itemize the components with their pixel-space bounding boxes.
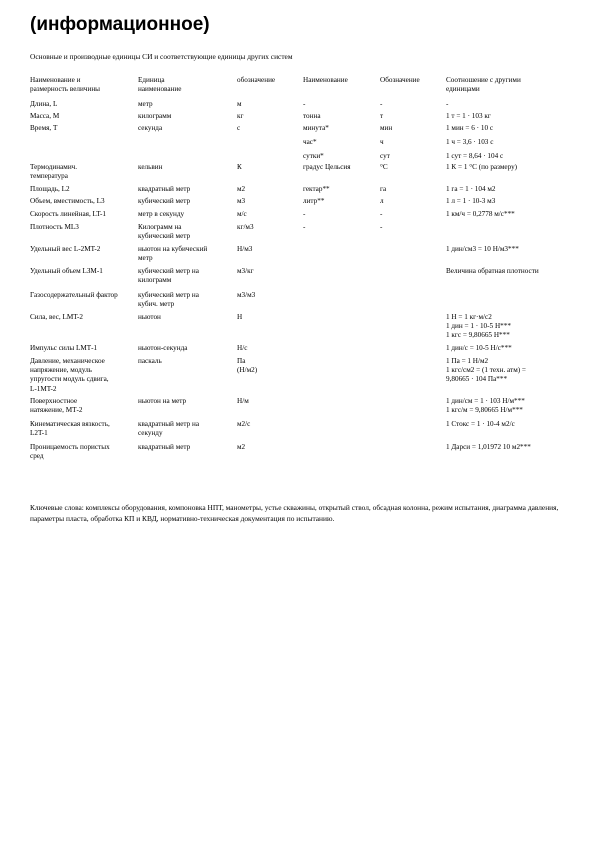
table-row-6-name: Площадь, L2 bbox=[30, 185, 70, 193]
table-row-1-other-unit-symbol: т bbox=[380, 112, 384, 120]
table-row-13-unit-symbol: Н bbox=[237, 313, 243, 321]
table-row-3-other-unit-name: час* bbox=[303, 138, 317, 146]
table-row-6-unit-symbol: м2 bbox=[237, 185, 246, 193]
table-row-0-relation: - bbox=[446, 100, 449, 108]
table-row-14-relation: 1 дин/с = 10-5 Н/с*** bbox=[446, 344, 512, 352]
table-row-9-unit-name: Килограмм на кубический метр bbox=[138, 223, 191, 241]
table-row-15-relation: 1 Па = 1 Н/м2 1 кгс/см2 = (1 техн. атм) = 9,80665 · 104 Па*** bbox=[446, 357, 526, 384]
header-other-unit-symbol: Обозначение bbox=[380, 76, 420, 84]
table-row-1-name: Масса, М bbox=[30, 112, 60, 120]
table-row-5-relation: 1 К = 1 °С (по размеру) bbox=[446, 163, 518, 171]
table-row-4-other-unit-symbol: сут bbox=[380, 152, 390, 160]
table-row-10-unit-name: ньютон на кубический метр bbox=[138, 245, 208, 263]
table-row-17-unit-symbol: м2/с bbox=[237, 420, 251, 428]
table-row-14-unit-symbol: Н/с bbox=[237, 344, 248, 352]
table-row-18-relation: 1 Дарси = 1,01972 10 м2*** bbox=[446, 443, 531, 451]
table-row-9-other-unit-name: - bbox=[303, 223, 306, 231]
keywords-paragraph: Ключевые слова: комплексы оборудования, компоновка НПТ, манометры, устье скважины, открытый ствол, обсадная колонна, режим испытания, диаграмма давления, параметры пласта, обработка КП и КВД, нормативно-техническая документация по испытанию. bbox=[30, 503, 559, 523]
table-row-6-other-unit-symbol: га bbox=[380, 185, 387, 193]
table-row-9-other-unit-symbol: - bbox=[380, 223, 383, 231]
table-row-11-name: Удельный объем LЗМ-1 bbox=[30, 267, 103, 275]
table-row-18-name: Проницаемость пористых сред bbox=[30, 443, 110, 461]
table-row-8-other-unit-name: - bbox=[303, 210, 306, 218]
table-row-7-unit-name: кубический метр bbox=[138, 197, 191, 205]
table-row-11-unit-name: кубический метр на килограмм bbox=[138, 267, 199, 285]
table-row-11-relation: Величина обратная плотности bbox=[446, 267, 539, 275]
table-row-16-unit-symbol: Н/м bbox=[237, 397, 249, 405]
table-row-7-other-unit-symbol: л bbox=[380, 197, 384, 205]
table-row-17-unit-name: квадратный метр на секунду bbox=[138, 420, 200, 438]
table-row-5-name: Термодинамич. температура bbox=[30, 163, 78, 181]
table-row-1-unit-symbol: кг bbox=[237, 112, 244, 120]
table-row-16-unit-name: ньютон на метр bbox=[138, 397, 187, 405]
table-row-18-unit-symbol: м2 bbox=[237, 443, 246, 451]
table-row-12-unit-name: кубический метр на кубич. метр bbox=[138, 291, 199, 309]
table-row-9-name: Плотность МL3 bbox=[30, 223, 79, 231]
table-row-9-unit-symbol: кг/м3 bbox=[237, 223, 254, 231]
table-row-1-relation: 1 т = 1 · 103 кг bbox=[446, 112, 491, 120]
table-row-6-other-unit-name: гектар** bbox=[303, 185, 330, 193]
table-row-6-unit-name: квадратный метр bbox=[138, 185, 191, 193]
table-row-3-other-unit-symbol: ч bbox=[380, 138, 384, 146]
table-row-8-other-unit-symbol: - bbox=[380, 210, 383, 218]
table-row-2-unit-symbol: с bbox=[237, 124, 241, 132]
table-row-16-name: Поверхностное натяжение, МТ-2 bbox=[30, 397, 83, 415]
table-row-7-unit-symbol: м3 bbox=[237, 197, 246, 205]
table-row-13-name: Сила, вес, LMT-2 bbox=[30, 313, 84, 321]
table-caption: Основные и производные единицы СИ и соответствующие единицы других систем bbox=[30, 52, 293, 61]
table-row-10-name: Удельный вес L-2MT-2 bbox=[30, 245, 101, 253]
table-row-15-unit-name: паскаль bbox=[138, 357, 162, 365]
table-row-8-name: Скорость линейная, LT-1 bbox=[30, 210, 106, 218]
table-row-1-other-unit-name: тонна bbox=[303, 112, 321, 120]
table-row-0-other-unit-name: - bbox=[303, 100, 306, 108]
table-row-10-unit-symbol: Н/м3 bbox=[237, 245, 253, 253]
table-row-7-name: Объем, вместимость, L3 bbox=[30, 197, 105, 205]
header-other-unit-name: Наименование bbox=[303, 76, 348, 84]
table-row-11-unit-symbol: м3/кг bbox=[237, 267, 254, 275]
table-row-2-other-unit-name: минута* bbox=[303, 124, 329, 132]
table-row-12-name: Газосодержательный фактор bbox=[30, 291, 118, 299]
table-row-2-unit-name: секунда bbox=[138, 124, 163, 132]
header-unit-name: Единица наименование bbox=[138, 76, 182, 94]
table-row-5-other-unit-symbol: °С bbox=[380, 163, 388, 171]
table-row-15-name: Давление, механическое напряжение, модуль упругости модуль сдвига, L-1MT-2 bbox=[30, 357, 109, 393]
table-row-16-relation: 1 дин/см = 1 · 103 Н/м*** 1 кгс/м = 9,80665 Н/м*** bbox=[446, 397, 525, 415]
table-row-0-unit-symbol: м bbox=[237, 100, 242, 108]
table-row-2-other-unit-symbol: мин bbox=[380, 124, 393, 132]
table-row-0-unit-name: метр bbox=[138, 100, 153, 108]
table-row-13-relation: 1 Н = 1 кг·м/с2 1 дин = 1 · 10-5 Н*** 1 кгс = 9,80665 Н*** bbox=[446, 313, 511, 340]
table-row-17-relation: 1 Стокс = 1 · 10-4 м2/с bbox=[446, 420, 515, 428]
table-row-4-relation: 1 сут = 8,64 · 104 с bbox=[446, 152, 504, 160]
table-row-3-relation: 1 ч = 3,6 · 103 с bbox=[446, 138, 494, 146]
table-row-0-name: Длина, L bbox=[30, 100, 58, 108]
table-row-12-unit-symbol: м3/м3 bbox=[237, 291, 256, 299]
table-row-8-unit-name: метр в секунду bbox=[138, 210, 185, 218]
table-row-14-name: Импульс силы LМТ-1 bbox=[30, 344, 98, 352]
table-row-2-name: Время, Т bbox=[30, 124, 58, 132]
table-row-8-relation: 1 км/ч = 0,2778 м/с*** bbox=[446, 210, 515, 218]
table-row-8-unit-symbol: м/с bbox=[237, 210, 247, 218]
table-row-2-relation: 1 мин = 6 · 10 с bbox=[446, 124, 494, 132]
table-row-14-unit-name: ньютон-секунда bbox=[138, 344, 188, 352]
table-row-10-relation: 1 дин/см3 = 10 Н/м3*** bbox=[446, 245, 519, 253]
header-name: Наименование и размерность величины bbox=[30, 76, 100, 94]
table-row-17-name: Кинематическая вязкость, L2T-1 bbox=[30, 420, 110, 438]
header-unit-symbol: обозначение bbox=[237, 76, 276, 84]
page-title: (информационное) bbox=[30, 14, 210, 35]
header-relation: Соотношение с другими единицами bbox=[446, 76, 521, 94]
table-row-4-other-unit-name: сутки* bbox=[303, 152, 324, 160]
table-row-5-other-unit-name: градус Цельсия bbox=[303, 163, 351, 171]
table-row-13-unit-name: ньютон bbox=[138, 313, 161, 321]
table-row-18-unit-name: квадратный метр bbox=[138, 443, 191, 451]
table-row-7-other-unit-name: литр** bbox=[303, 197, 325, 205]
table-row-1-unit-name: килограмм bbox=[138, 112, 172, 120]
table-row-7-relation: 1 л = 1 · 10-3 м3 bbox=[446, 197, 496, 205]
table-row-6-relation: 1 га = 1 · 104 м2 bbox=[446, 185, 496, 193]
table-row-0-other-unit-symbol: - bbox=[380, 100, 383, 108]
table-row-15-unit-symbol: Па (Н/м2) bbox=[237, 357, 258, 375]
table-row-5-unit-symbol: К bbox=[237, 163, 242, 171]
table-row-5-unit-name: кельвин bbox=[138, 163, 163, 171]
